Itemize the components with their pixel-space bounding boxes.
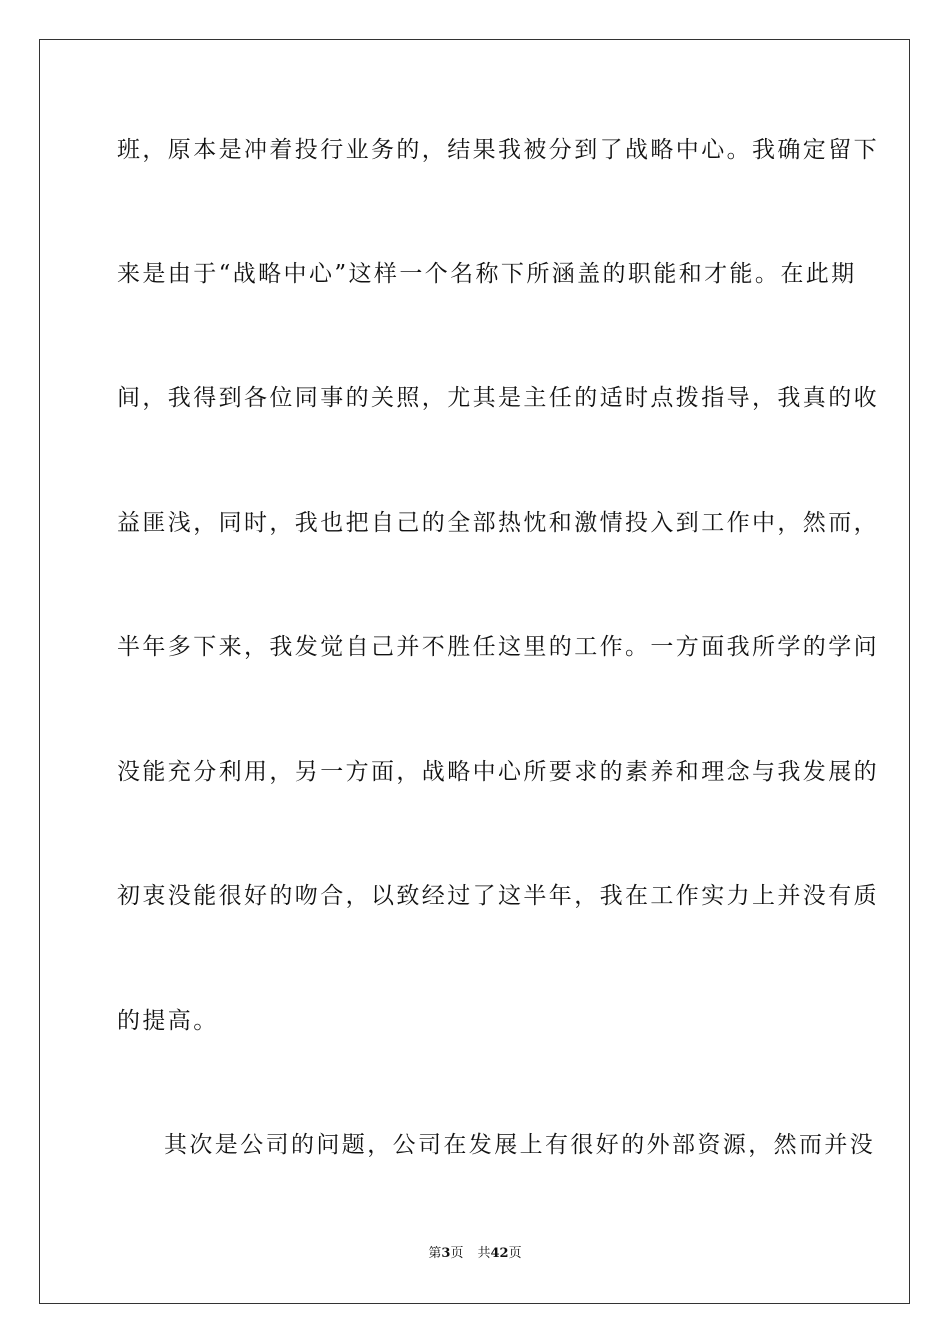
total-suffix: 页 (508, 1246, 522, 1261)
body-text-line-1: 班，原本是冲着投行业务的，结果我被分到了战略中心。我确定留下 (117, 137, 879, 163)
page-number: 3 (441, 1246, 451, 1261)
page-suffix: 页 (450, 1246, 464, 1261)
total-prefix: 共 (477, 1246, 491, 1261)
body-text-line-4: 益匪浅，同时，我也把自己的全部热忱和激情投入到工作中，然而， (117, 510, 879, 536)
body-text-line-3: 间，我得到各位同事的关照，尤其是主任的适时点拨指导，我真的收 (117, 385, 879, 411)
body-text-line-7: 初衷没能很好的吻合，以致经过了这半年，我在工作实力上并没有质 (117, 883, 879, 909)
body-text-line-6: 没能充分利用，另一方面，战略中心所要求的素养和理念与我发展的 (117, 759, 879, 785)
page-border (39, 39, 910, 1304)
page-footer (0, 1245, 950, 1263)
page-prefix: 第 (428, 1246, 442, 1261)
paragraph-start-line: 其次是公司的问题，公司在发展上有很好的外部资源，然而并没 (164, 1132, 876, 1158)
body-text-line-5: 半年多下来，我发觉自己并不胜任这里的工作。一方面我所学的学问 (117, 634, 879, 660)
body-text-line-2: 来是由于“战略中心”这样一个名称下所涵盖的职能和才能。在此期 (117, 261, 857, 287)
total-pages: 42 (490, 1246, 509, 1261)
body-text-line-8: 的提高。 (117, 1008, 219, 1034)
